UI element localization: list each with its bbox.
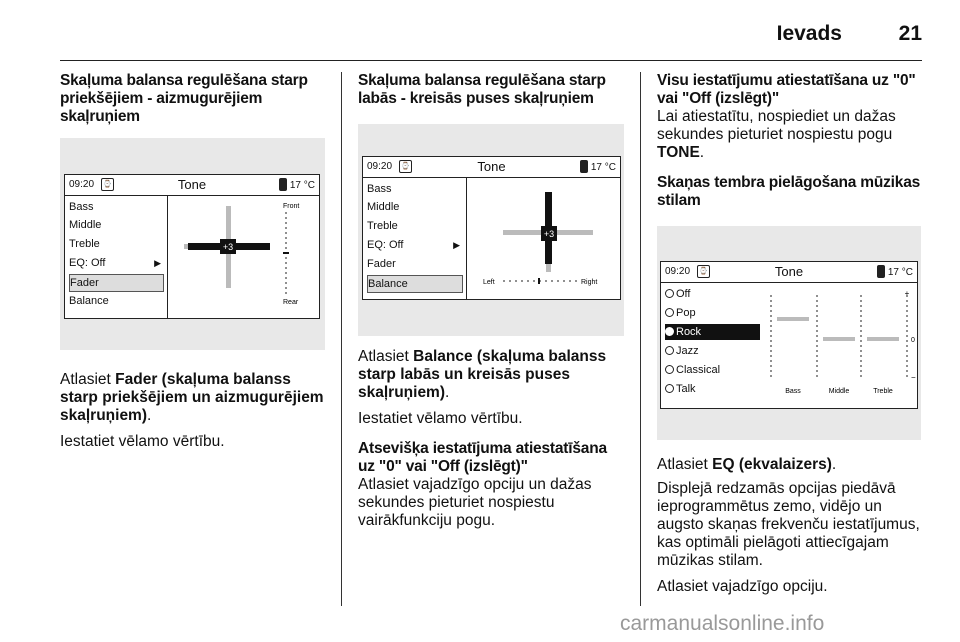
header-divider bbox=[60, 60, 922, 61]
temperature: 17 °C bbox=[590, 162, 616, 173]
set-instruction: Iestatiet vēlamo vērtību. bbox=[60, 433, 225, 450]
clock-icon: ⌚ bbox=[101, 178, 114, 191]
balance-scale-indicator bbox=[538, 278, 540, 284]
eq-option-off[interactable]: Off bbox=[665, 286, 760, 302]
temperature: 17 °C bbox=[887, 267, 913, 278]
eq-menu bbox=[661, 283, 763, 408]
watermark: carmanualsonline.info bbox=[620, 612, 825, 635]
select-option-instruction: Atlasiet vajadzīgo opciju. bbox=[657, 578, 828, 595]
minus-label: − bbox=[911, 373, 916, 382]
menu-item-treble[interactable]: Treble bbox=[367, 220, 398, 232]
screen-title: Tone bbox=[774, 264, 804, 279]
clock-icon: ⌚ bbox=[399, 160, 412, 173]
fader-value: +3 bbox=[222, 242, 234, 252]
radio-icon bbox=[665, 308, 674, 317]
balance-screen-figure bbox=[358, 124, 624, 336]
menu-item-middle[interactable]: Middle bbox=[367, 201, 400, 213]
eq-screen-figure bbox=[657, 226, 921, 440]
column-fader bbox=[60, 72, 325, 126]
section-heading: Skaļuma balansa regulēšana starp priekšējiem - aizmugurējiem skaļruņiem bbox=[60, 72, 308, 125]
chevron-right-icon: ▶ bbox=[453, 240, 460, 250]
reset-all-instruction: Lai atiestatītu, nospiediet un dažas sekundes pieturiet nospiestu pogu TONE. bbox=[657, 108, 896, 161]
fader-graphic bbox=[168, 196, 319, 318]
radio-selected-icon bbox=[665, 327, 674, 336]
section-heading: Skaņas tembra pielāgošana mūzikas stilam bbox=[657, 174, 921, 209]
screen-title: Tone bbox=[477, 159, 506, 174]
front-label: Front bbox=[283, 203, 300, 210]
menu-item-label: EQ: Off bbox=[367, 239, 404, 251]
section-heading: Skaļuma balansa regulēšana starp labās - kreisās puses skaļruņiem bbox=[358, 72, 606, 107]
balance-instructions bbox=[358, 348, 624, 530]
reset-instruction: Atlasiet vajadzīgo opciju un dažas sekundes pieturiet nospiestu vairākfunkciju pogu. bbox=[358, 476, 592, 529]
menu-item-balance[interactable]: Balance bbox=[69, 295, 109, 307]
menu-item-eq[interactable] bbox=[69, 255, 164, 271]
thermometer-icon bbox=[279, 178, 287, 191]
select-instruction: Atlasiet Balance (skaļuma balanss starp labās un kreisās puses skaļruņiem). bbox=[358, 348, 607, 401]
temperature: 17 °C bbox=[289, 180, 315, 191]
chevron-right-icon: ▶ bbox=[154, 258, 161, 268]
radio-icon bbox=[665, 365, 674, 374]
eq-level-middle bbox=[823, 337, 855, 341]
menu-item-bass[interactable]: Bass bbox=[367, 183, 392, 195]
fader-instructions bbox=[60, 371, 325, 451]
plus-label: + bbox=[904, 289, 910, 298]
select-instruction: Atlasiet Fader (skaļuma balanss starp priekšējiem un aizmugurējiem skaļruņiem). bbox=[60, 371, 324, 424]
left-label: Left bbox=[483, 279, 495, 286]
select-instruction: Atlasiet EQ (ekvalaizers). bbox=[657, 456, 837, 473]
status-bar bbox=[65, 175, 319, 196]
clock-time: 09:20 bbox=[367, 161, 393, 172]
eq-graphic bbox=[763, 283, 917, 408]
set-instruction: Iestatiet vēlamo vērtību. bbox=[358, 410, 523, 427]
thermometer-icon bbox=[580, 160, 588, 173]
clock-icon: ⌚ bbox=[697, 265, 710, 278]
fader-screen-figure bbox=[60, 138, 325, 350]
rear-label: Rear bbox=[283, 299, 299, 306]
thermometer-icon bbox=[877, 265, 885, 278]
menu-item-fader[interactable]: Fader bbox=[367, 258, 396, 270]
status-bar bbox=[661, 262, 917, 283]
right-label: Right bbox=[581, 279, 598, 286]
radio-icon bbox=[665, 346, 674, 355]
column-reset-eq bbox=[657, 72, 923, 210]
menu-item-fader[interactable]: Fader bbox=[69, 274, 164, 292]
zero-label: 0 bbox=[911, 337, 915, 344]
screen-title: Tone bbox=[177, 177, 207, 192]
column-balance bbox=[358, 72, 624, 108]
band-label-treble: Treble bbox=[873, 388, 893, 395]
clock-time: 09:20 bbox=[69, 179, 95, 190]
menu-item-middle[interactable]: Middle bbox=[69, 219, 102, 231]
display-screen bbox=[64, 174, 320, 319]
menu-item-label: EQ: Off bbox=[69, 257, 106, 269]
display-screen bbox=[362, 156, 621, 300]
menu-item-eq[interactable] bbox=[367, 237, 463, 253]
band-label-bass: Bass bbox=[785, 388, 801, 395]
balance-graphic bbox=[467, 178, 620, 299]
eq-level-bass bbox=[777, 317, 809, 321]
eq-instructions bbox=[657, 456, 923, 596]
clock-time: 09:20 bbox=[665, 266, 691, 277]
display-screen bbox=[660, 261, 918, 409]
eq-option-classical[interactable]: Classical bbox=[665, 362, 760, 378]
fader-scale-indicator bbox=[283, 252, 289, 254]
tone-menu bbox=[363, 178, 467, 299]
radio-icon bbox=[665, 289, 674, 298]
eq-option-talk[interactable]: Talk bbox=[665, 381, 760, 397]
section-heading: Atsevišķa iestatījuma atiestatīšana uz "0" vai "Off (izslēgt)" bbox=[358, 440, 607, 475]
radio-icon bbox=[665, 384, 674, 393]
page-number: 21 bbox=[898, 22, 922, 45]
menu-item-bass[interactable]: Bass bbox=[69, 201, 94, 213]
chapter-title: Ievads bbox=[776, 22, 842, 45]
eq-description: Displejā redzamās opcijas piedāvā ieprogrammētus zemo, vidējo un augsto skaņas frekvenču iestatījumus, kas optimāli pielāgoti attiecīgajam mūzikas stilam. bbox=[657, 480, 920, 569]
status-bar bbox=[363, 157, 620, 178]
eq-option-rock[interactable]: Rock bbox=[665, 324, 760, 340]
section-heading: Visu iestatījumu atiestatīšana uz "0" vai "Off (izslēgt)" bbox=[657, 72, 916, 107]
column-divider bbox=[640, 72, 641, 606]
eq-option-pop[interactable]: Pop bbox=[665, 305, 760, 321]
eq-level-treble bbox=[867, 337, 899, 341]
band-label-middle: Middle bbox=[828, 388, 850, 395]
menu-item-treble[interactable]: Treble bbox=[69, 238, 100, 250]
column-divider bbox=[341, 72, 342, 606]
eq-option-jazz[interactable]: Jazz bbox=[665, 343, 760, 359]
balance-value: +3 bbox=[543, 229, 555, 239]
menu-item-balance[interactable]: Balance bbox=[367, 275, 463, 293]
tone-menu bbox=[65, 196, 168, 318]
